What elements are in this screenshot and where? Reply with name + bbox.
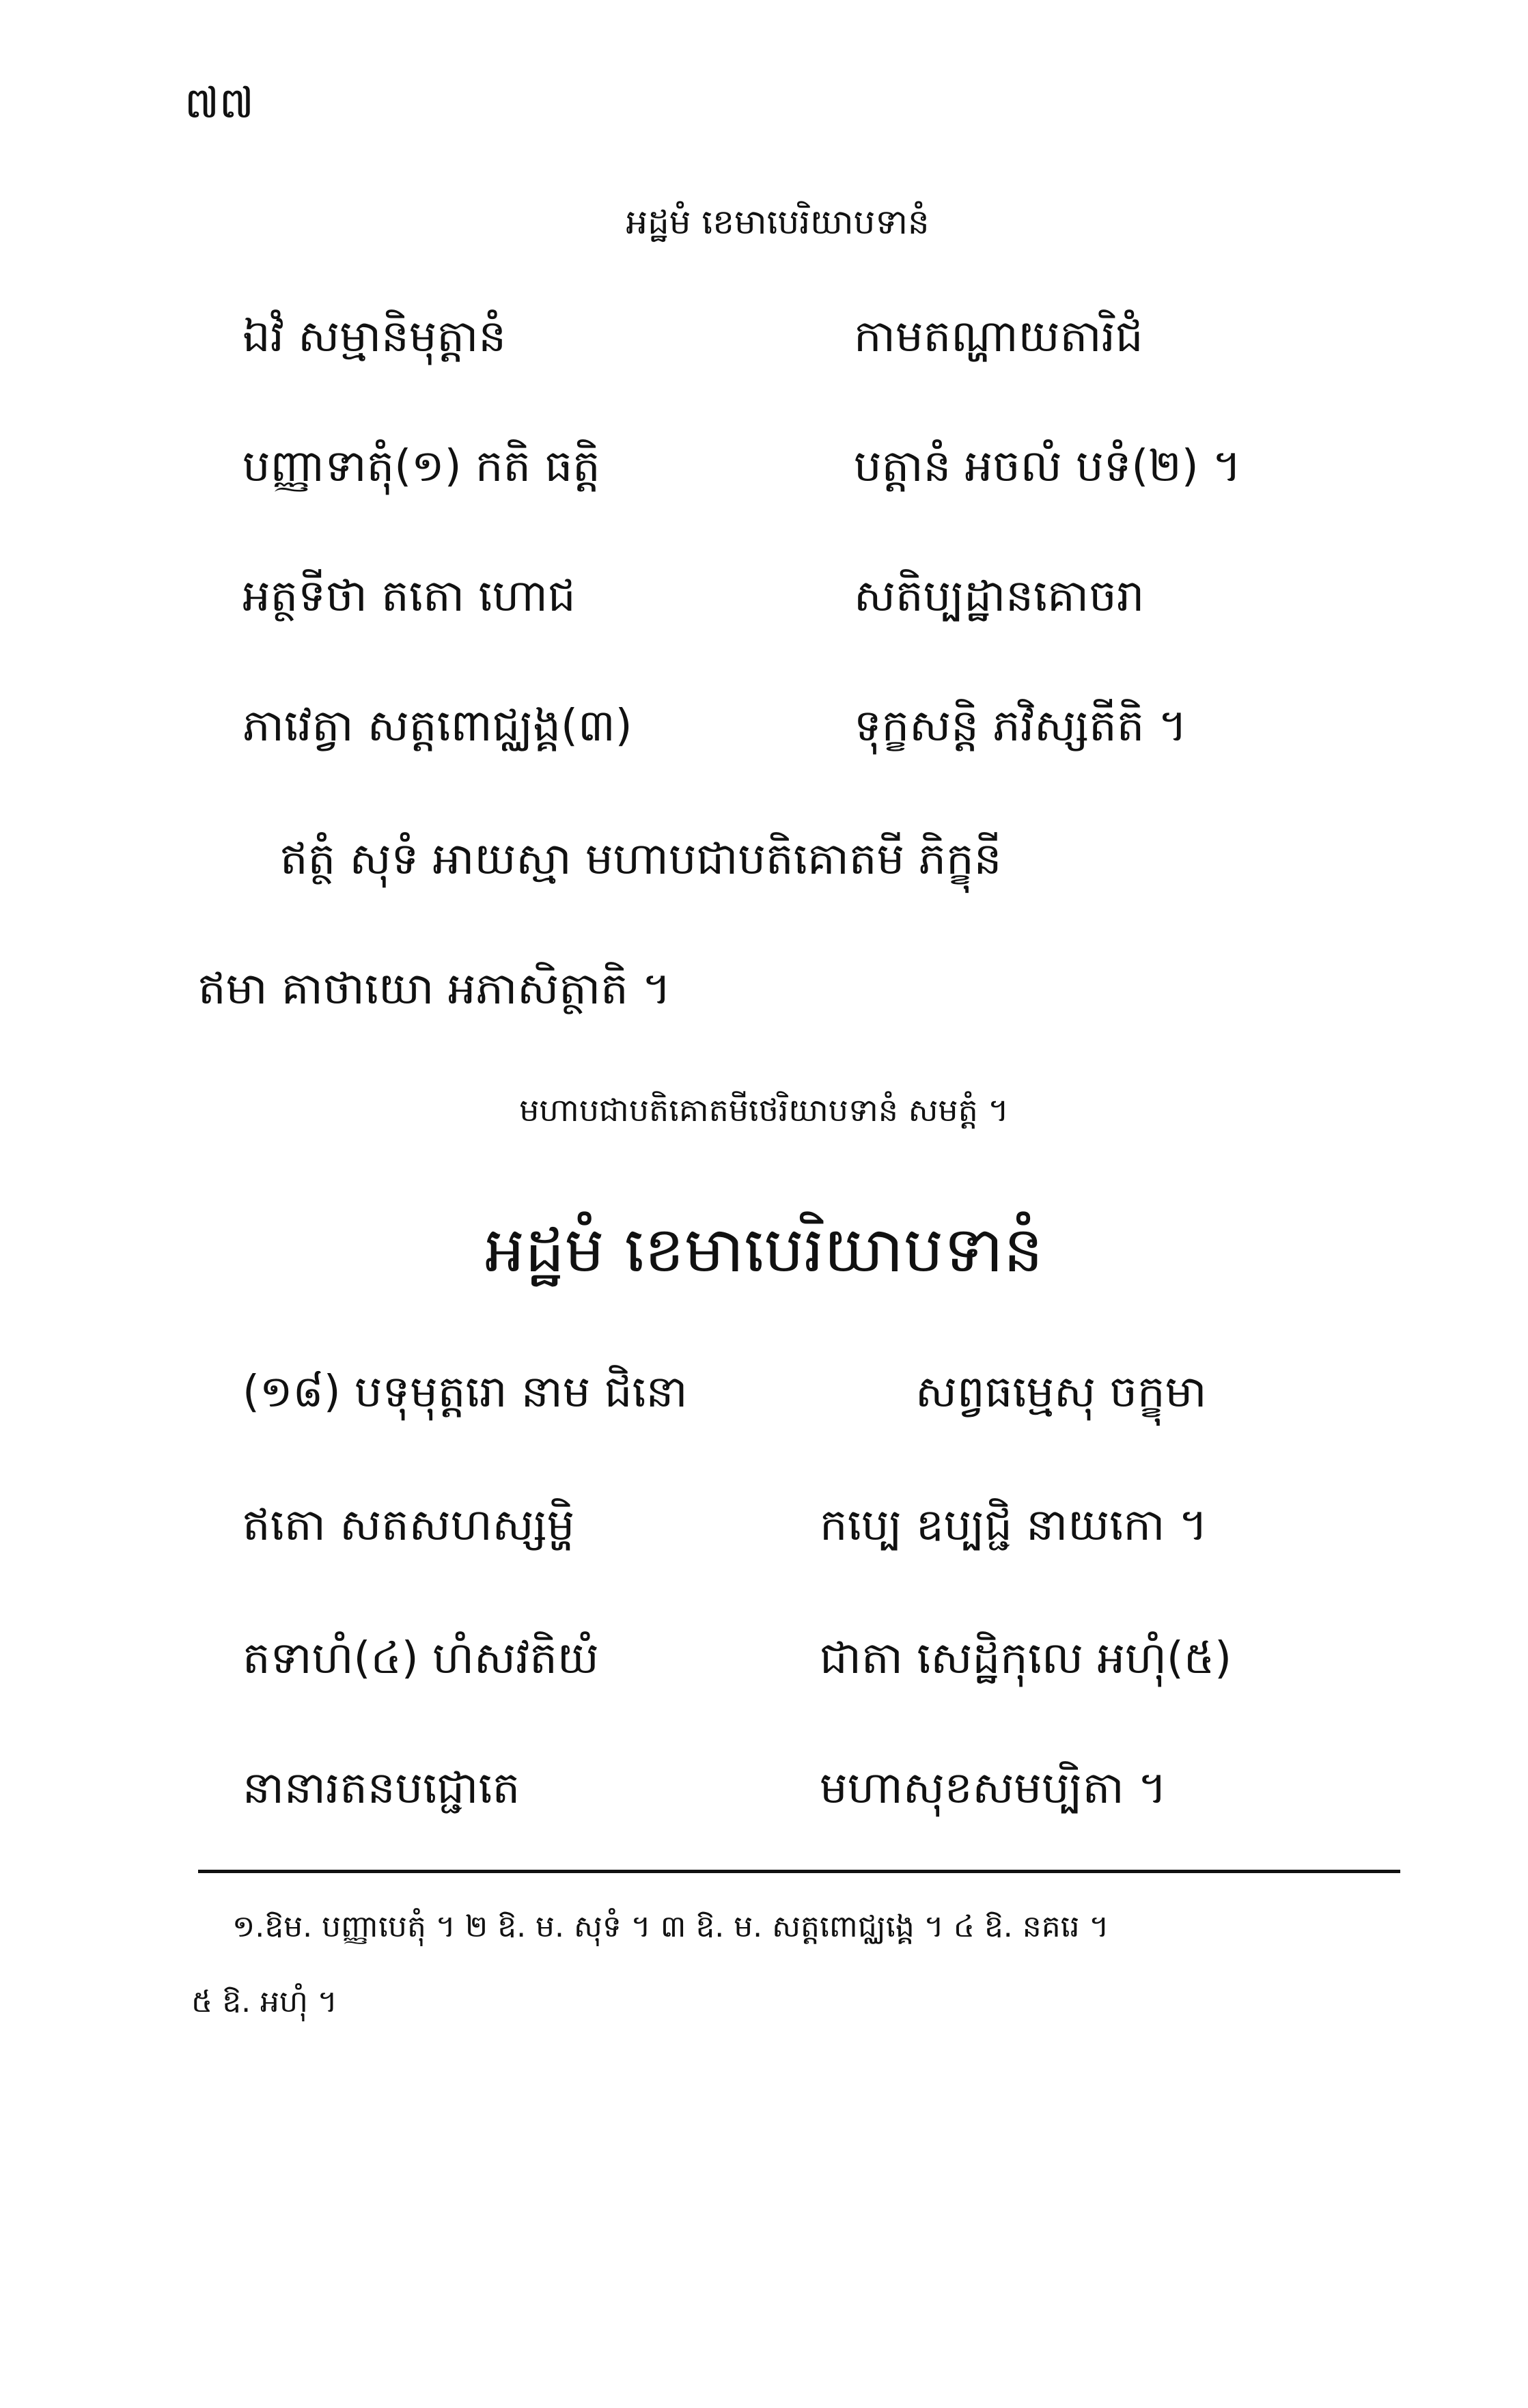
chapter-title: អដ្ឋមំ ខេមាបេរិយាបទានំ [484, 1213, 1044, 1286]
section-heading: អដ្ឋមំ ខេមាបេរិយាបទានំ [626, 202, 930, 242]
verse-line-first-half: (១៨) បទុមុត្តរោ នាម ជិនោ [242, 1367, 688, 1417]
verse-line-second-half: កប្បេ ឧប្បជ្ជិ នាយកោ ។ [820, 1500, 1208, 1551]
verse-line-second-half: ជាតា សេដ្ឋិកុលេ អហុំ(៥) [820, 1633, 1232, 1684]
verse-line-first-half: នានារតនបជ្ជោតេ [242, 1763, 520, 1814]
footnote-divider [198, 1870, 1400, 1873]
prose-line: ឥមា គាថាយោ អភាសិត្ថាតិ ។ [198, 964, 671, 1014]
verse-line-first-half: អត្ថទីថា តតោ ហោជ [242, 571, 576, 622]
chapter-colophon: មហាបជាបតិគោតមីថេរិយាបទានំ សមត្តំ ។ [519, 1092, 1009, 1129]
verse-line-second-half: បត្តានំ អចលំ បទំ(២) ។ [854, 441, 1242, 492]
verse-line-second-half: សព្វធម្មេសុ ចក្ខុមា [915, 1367, 1207, 1417]
verse-line-first-half: ឯវំ សម្មានិមុត្តានំ [242, 312, 506, 362]
footnote-line: ៥ ឱ. អហុំ ។ [191, 1984, 337, 2019]
verse-line-second-half: ទុក្ខសន្តិ ភវិស្សតីតិ ។ [854, 701, 1187, 751]
verse-line-second-half: កាមតណ្ហាយតារិជំ [854, 312, 1143, 362]
page-number: ៧៧ [184, 78, 254, 128]
verse-line-first-half: បញ្ញាទាតុំ(១) កតិ ធត្តិ [242, 441, 600, 492]
footnote-line: ១.ឱម. បញ្ញាបេតុំ ។ ២ ឱ. ម. សុទំ ។ ៣ ឱ. ម. សត្តពោជ្ឈង្គេ ។ ៤ ឱ. នគរេ ។ [232, 1909, 1109, 1944]
verse-line-second-half: សតិប្បដ្ឋានគោចរា [854, 571, 1145, 622]
verse-line-first-half: តទាហំ(៤) ហំសវតិយំ [242, 1633, 599, 1684]
verse-line-second-half: មហាសុខសមប្បិតា ។ [820, 1763, 1167, 1814]
verse-line-first-half: ភាវេត្វា សត្តពោជ្ឈង្គ(៣) [242, 701, 633, 751]
prose-line: ឥត្ថំ សុទំ អាយស្មា មហាបជាបតិគោតមី ភិក្ខុនី [280, 834, 1002, 885]
verse-line-first-half: ឥតោ សតសហស្សម្ហិ [242, 1500, 575, 1551]
